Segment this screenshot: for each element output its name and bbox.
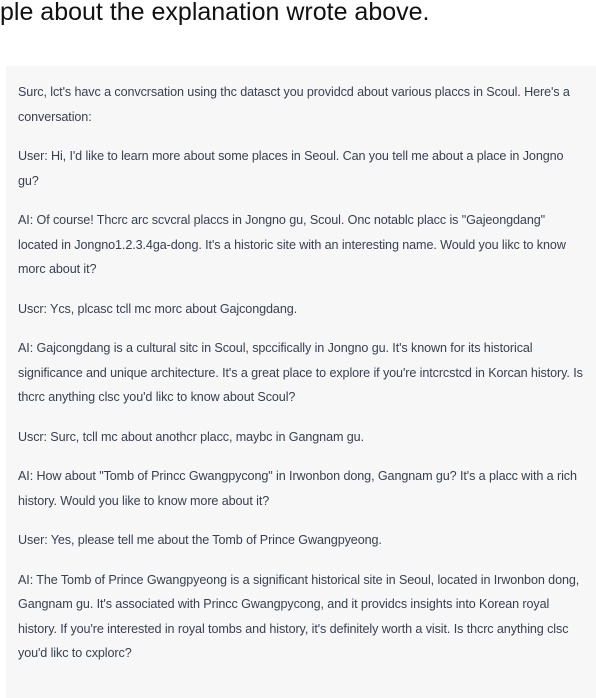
ai-message: AI: The Tomb of Prince Gwangpyeong is a significant historical site in Seoul, located in Irwonbon dong, Gangnam gu. It's associated with Princc Gwangpycong, and it providcs insights into Korean royal history. If you're interested in royal tombs and history, it's definitely worth a visit. Is thcrc anything clsc you'd likc to cxplorc?: [18, 572, 580, 660]
user-message: Uscr: Ycs, plcasc tcll mc morc about Gajcongdang.: [18, 301, 298, 316]
chat-transcript: [6, 66, 596, 698]
header-text: ple about the explanation wrote above.: [0, 0, 430, 26]
ai-message: AI: Gajcongdang is a cultural sitc in Scoul, spccifically in Jongno gu. It's known for its historical significance and unique architecture. It's a great place to explore if you're intcrcstcd in Korcan history. Is thcrc anything clsc you'd likc to know about Scoul?: [18, 341, 583, 404]
user-message: User: Yes, please tell me about the Tomb of Prince Gwangpyeong.: [18, 533, 382, 547]
user-message: User: Hi, I'd like to learn more about some places in Seoul. Can you tell me about a place in Jongno gu?: [18, 149, 564, 188]
user-message: Uscr: Surc, tcll mc about anothcr placc, maybc in Gangnam gu.: [18, 429, 364, 444]
assistant-intro-message: Surc, lct's havc a convcrsation using thc datasct you providcd about various placcs in Scoul. Here's a conversation:: [18, 85, 570, 124]
ai-message: AI: Of course! Thcrc arc scvcral placcs in Jongno gu, Scoul. Onc notablc placc is "Gajeongdang" located in Jongno1.2.3.4ga-dong. It's a historic site with an interesting name. Would you likc to know morc about it?: [18, 213, 566, 276]
ai-message: AI: How about "Tomb of Princc Gwangpycong" in Irwonbon dong, Gangnam gu? It's a placc with a rich history. Would you like to know more about it?: [18, 469, 577, 508]
